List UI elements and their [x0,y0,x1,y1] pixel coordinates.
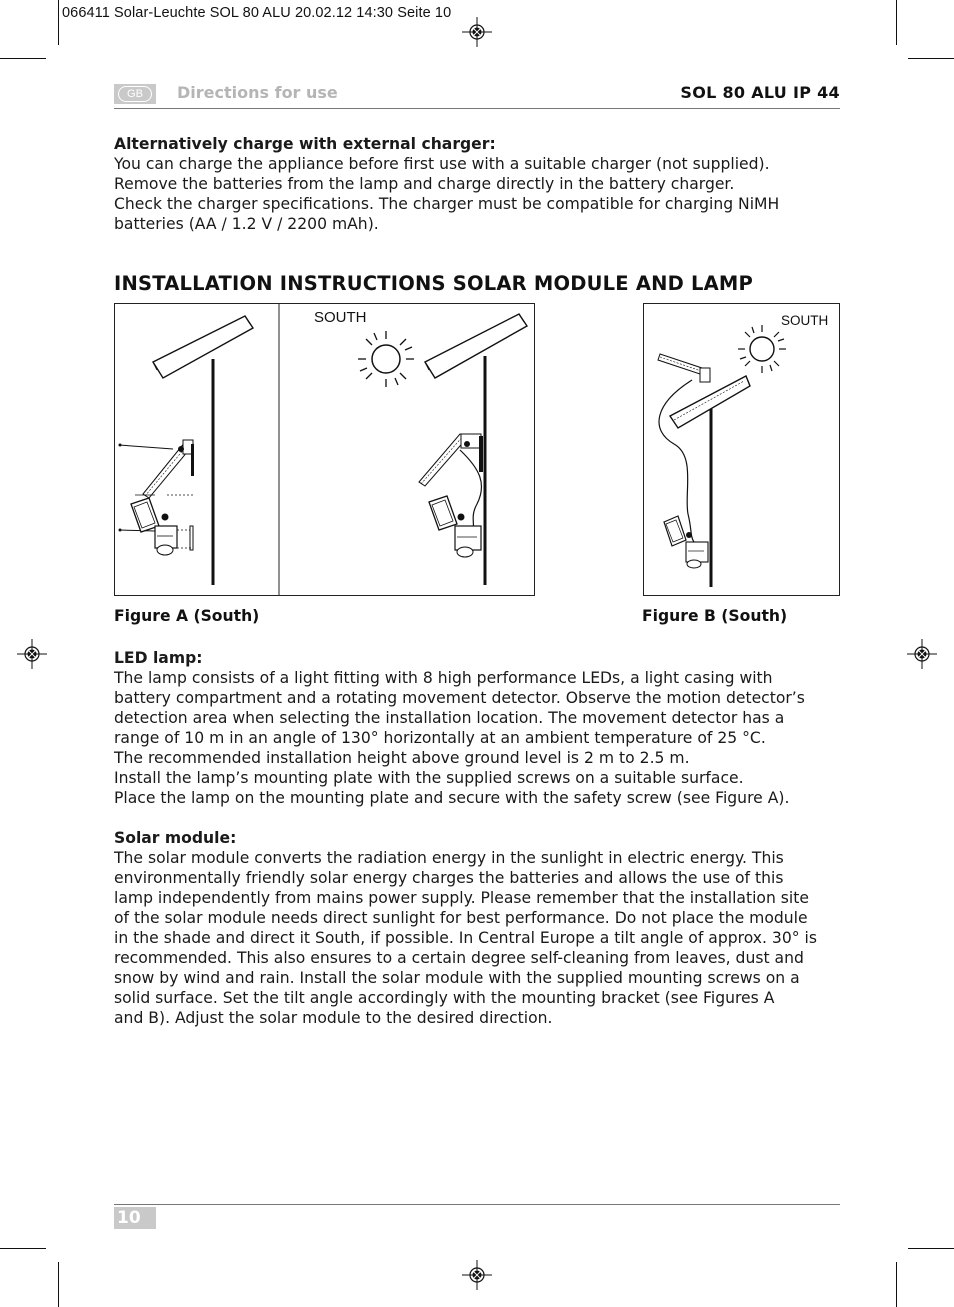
installation-heading: INSTALLATION INSTRUCTIONS SOLAR MODULE AND LAMP [114,272,754,295]
solar-module-section [114,828,844,1028]
language-badge-label: GB [118,86,152,102]
sun-icon [738,325,786,373]
figure-b-illustration [644,304,839,595]
crop-mark [58,0,59,45]
solar-module-line: lamp independently from mains power supply. Please remember that the installation site [114,889,809,907]
charger-line: batteries (AA / 1.2 V / 2200 mAh). [114,215,379,233]
language-badge [114,84,156,104]
header-title: Directions for use [177,83,338,102]
figure-b-south-label: SOUTH [781,313,829,328]
page-number-box [114,1207,156,1229]
solar-panel-icon [658,354,710,382]
charger-line: Check the charger specifications. The charger must be compatible for charging NiMH [114,195,780,213]
led-lamp-line: Place the lamp on the mounting plate and secure with the safety screw (see Figure A). [114,789,790,807]
crop-mark [908,58,954,59]
registration-mark-icon [462,1260,492,1290]
registration-mark-icon [462,17,492,47]
solar-module-line: The solar module converts the radiation energy in the sunlight in electric energy. This [114,849,784,867]
solar-module-line: snow by wind and rain. Install the solar module with the supplied mounting screws on a [114,969,800,987]
solar-module-line: and B). Adjust the solar module to the desired direction. [114,1009,553,1027]
registration-mark-icon [907,639,937,669]
crop-mark [896,0,897,45]
print-slug: 066411 Solar-Leuchte SOL 80 ALU 20.02.12 14:30 Seite 10 [62,5,452,21]
solar-module-line: environmentally friendly solar energy charges the batteries and allows the use of this [114,869,784,887]
footer-divider [114,1204,840,1205]
figure-a-caption: Figure A (South) [114,607,260,625]
charger-section [114,134,844,234]
charger-line: You can charge the appliance before first use with a suitable charger (not supplied). [114,155,770,173]
led-lamp-line: detection area when selecting the installation location. The movement detector has a [114,709,785,727]
figure-a [114,303,535,596]
led-lamp-line: The recommended installation height above ground level is 2 m to 2.5 m. [114,749,690,767]
solar-module-line: in the shade and direct it South, if possible. In Central Europe a tilt angle of approx. 30° is [114,929,817,947]
figure-b [643,303,840,596]
led-lamp-line: Install the lamp’s mounting plate with the supplied screws on a suitable surface. [114,769,744,787]
solar-module-heading: Solar module: [114,829,237,847]
crop-mark [908,1248,954,1249]
crop-mark [0,58,46,59]
figure-b-caption: Figure B (South) [642,607,788,625]
figure-a-south-label: SOUTH [314,309,367,326]
solar-module-line: of the solar module needs direct sunlight for best performance. Do not place the module [114,909,808,927]
crop-mark [0,1248,46,1249]
page-number: 10 [117,1208,141,1228]
led-lamp-line: range of 10 m in an angle of 130° horizontally at an ambient temperature of 25 °C. [114,729,766,747]
charger-heading: Alternatively charge with external charger: [114,135,496,153]
led-lamp-section [114,648,844,808]
led-lamp-line: battery compartment and a rotating movement detector. Observe the motion detector’s [114,689,805,707]
solar-module-line: recommended. This also ensures to a certain degree self-cleaning from leaves, dust and [114,949,804,967]
mounting-bracket-icon [119,440,195,498]
sun-icon [358,331,414,387]
led-lamp-icon [429,496,481,557]
led-lamp-heading: LED lamp: [114,649,203,667]
registration-mark-icon [17,639,47,669]
crop-mark [58,1262,59,1307]
header-divider [114,108,840,109]
led-lamp-icon [664,516,708,568]
solar-panel-icon [153,316,253,378]
header-model: SOL 80 ALU IP 44 [680,83,840,102]
led-lamp-icon [119,498,194,555]
solar-module-line: solid surface. Set the tilt angle accordingly with the mounting bracket (see Figures A [114,989,775,1007]
solar-panel-icon [425,314,527,378]
charger-line: Remove the batteries from the lamp and charge directly in the battery charger. [114,175,735,193]
led-lamp-line: The lamp consists of a light fitting with 8 high performance LEDs, a light casing with [114,669,773,687]
figure-a-illustration [115,304,534,595]
crop-mark [896,1262,897,1307]
